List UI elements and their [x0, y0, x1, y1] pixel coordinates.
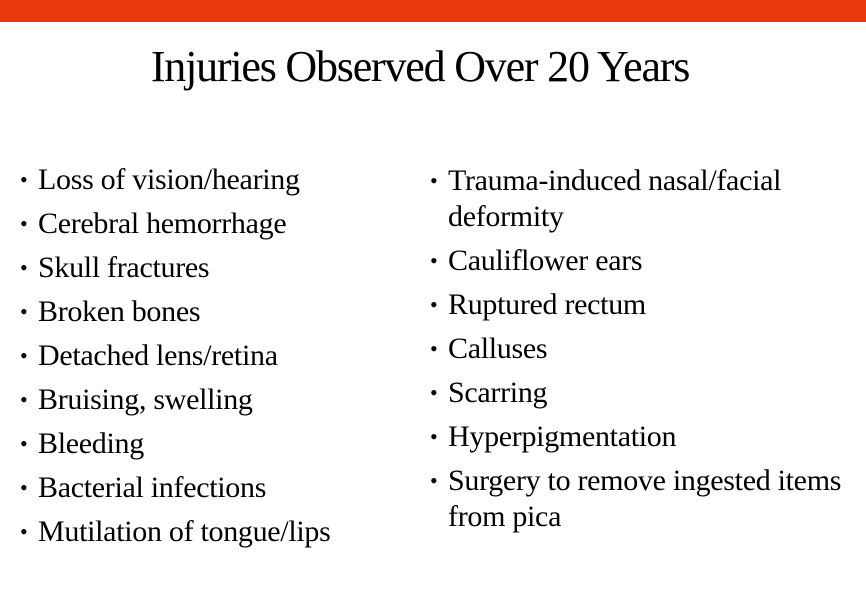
list-item	[20, 162, 420, 198]
list-item	[430, 163, 855, 235]
bullet-icon: •	[20, 387, 28, 412]
list-item	[430, 375, 855, 411]
list-item	[430, 243, 855, 279]
list-item	[20, 206, 420, 242]
list-item-text: Detached lens/retina	[38, 339, 278, 372]
bullet-icon: •	[20, 167, 28, 192]
bullet-icon: •	[20, 519, 28, 544]
list-item-text: Scarring	[448, 376, 548, 409]
bullet-icon: •	[20, 299, 28, 324]
bullet-icon: •	[430, 468, 438, 493]
list-item	[20, 382, 420, 418]
list-item-text: Ruptured rectum	[448, 288, 646, 321]
bullet-icon: •	[430, 336, 438, 361]
left-bullet-list	[20, 162, 420, 558]
bullet-icon: •	[20, 343, 28, 368]
bullet-icon: •	[20, 255, 28, 280]
list-item	[20, 426, 420, 462]
bullet-icon: •	[430, 380, 438, 405]
list-item-text: Hyperpigmentation	[448, 420, 677, 453]
list-item	[430, 287, 855, 323]
list-item	[20, 470, 420, 506]
list-item	[20, 514, 420, 550]
list-item-text: Surgery to remove ingested items from pica	[448, 464, 842, 533]
list-item	[20, 294, 420, 330]
list-item	[430, 419, 855, 455]
bullet-icon: •	[430, 292, 438, 317]
slide-title: Injuries Observed Over 20 Years	[150, 42, 690, 91]
list-item	[430, 331, 855, 367]
list-item-text: Skull fractures	[38, 251, 210, 284]
list-item	[20, 250, 420, 286]
list-item-text: Trauma-induced nasal/facial deformity	[448, 164, 782, 233]
list-item-text: Cauliflower ears	[448, 244, 643, 277]
list-item-text: Bruising, swelling	[38, 383, 253, 416]
list-item-text: Loss of vision/hearing	[38, 163, 300, 196]
list-item-text: Bleeding	[38, 427, 144, 460]
bullet-icon: •	[20, 431, 28, 456]
right-bullet-list	[430, 163, 855, 543]
bullet-icon: •	[430, 424, 438, 449]
list-item-text: Mutilation of tongue/lips	[38, 515, 331, 548]
bullet-icon: •	[430, 168, 438, 193]
bullet-icon: •	[20, 475, 28, 500]
list-item-text: Broken bones	[38, 295, 201, 328]
list-item	[20, 338, 420, 374]
bullet-icon: •	[430, 248, 438, 273]
list-item-text: Cerebral hemorrhage	[38, 207, 287, 240]
top-accent-bar	[0, 0, 866, 22]
list-item	[430, 463, 855, 535]
list-item-text: Bacterial infections	[38, 471, 267, 504]
bullet-icon: •	[20, 211, 28, 236]
list-item-text: Calluses	[448, 332, 548, 365]
